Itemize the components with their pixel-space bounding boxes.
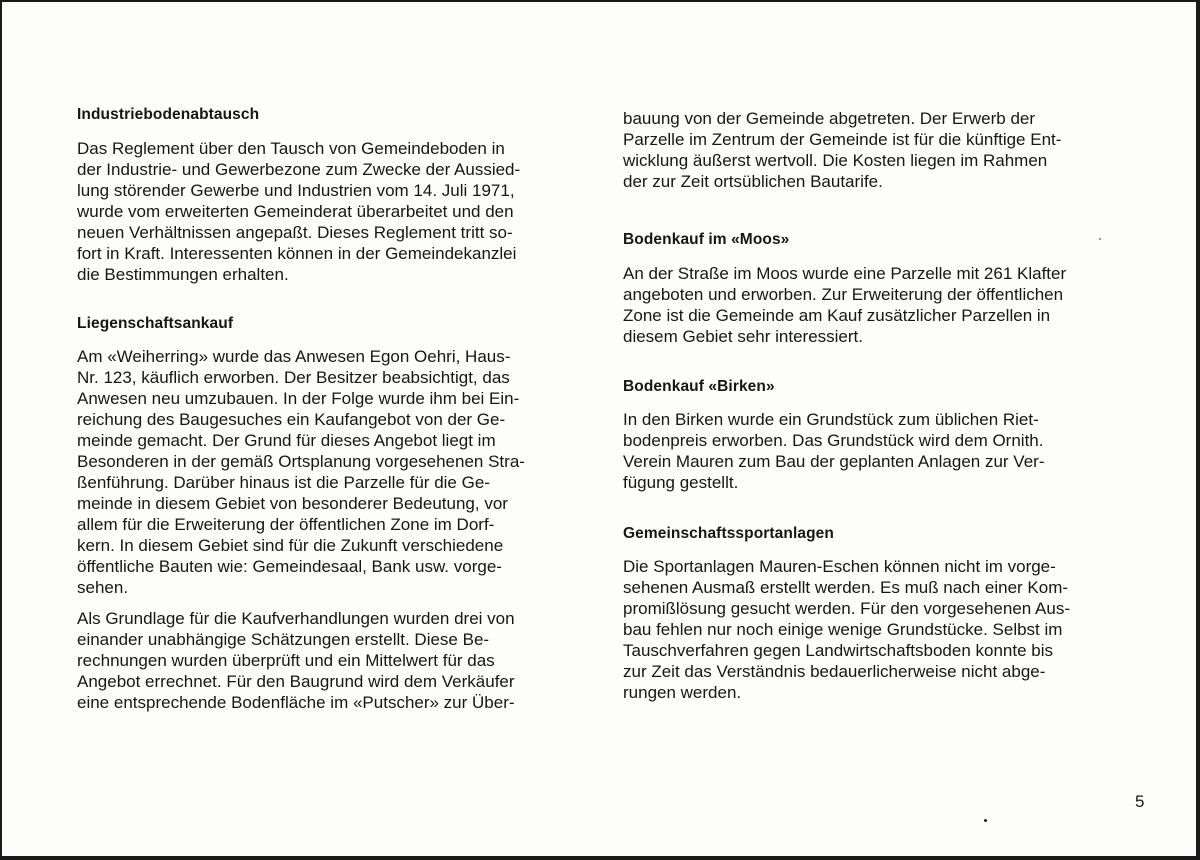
section-bodenkauf-moos: [623, 229, 1148, 347]
right-column: [623, 108, 1148, 703]
section-heading: Liegenschaftsankauf: [77, 315, 234, 332]
page-number: 5: [1135, 792, 1145, 811]
section-bodenkauf-birken: [623, 376, 1148, 493]
section-heading: Gemeinschaftssportanlagen: [623, 525, 834, 542]
section-liegenschaftsankauf: [77, 313, 602, 713]
paragraph: In den Birken wurde ein Grundstück zum üblichen Riet- bodenpreis erworben. Das Grundstück wird dem Ornith. Verein Mauren zum Bau der geplanten Anlagen zur Ver- fügung gestellt.: [623, 410, 1045, 492]
print-speck: [1099, 238, 1101, 240]
section-heading: Industriebodenabtausch: [77, 106, 260, 123]
paragraph: Die Sportanlagen Mauren-Eschen können nicht im vorge- sehenen Ausmaß erstellt werden. Es muß nach einer Kom- promißlösung gesucht werden. Für den vorgesehenen Aus- bau fehlen nur noch einige wenige Grundstücke. Selbst im Tauschverfahren gegen Landwirtschaftsboden konnte bis zur Zeit das Verständnis bedauerlicherweise nicht abge- rungen werden.: [623, 557, 1070, 702]
paragraph: Am «Weiherring» wurde das Anwesen Egon Oehri, Haus- Nr. 123, käuflich erworben. Der Besitzer beabsichtigt, das Anwesen neu umzubauen. In der Folge wurde ihm bei Ein- reichung des Baugesuches ein Kaufangebot von der Ge- meinde gemacht. Der Grund für dieses Angebot liegt im Besonderen in der gemäß Ortsplanung vorgesehenen Stra- ßenführung. Darüber hinaus ist die Parzelle für die Ge- meinde in diesem Gebiet von besonderer Bedeutung, vor allem für die Erweiterung der öffentlichen Zone im Dorf- kern. In diesem Gebiet sind für die Zukunft verschiedene öffentliche Bauten wie: Gemeindesaal, Bank usw. vorge- sehen.: [77, 347, 525, 597]
section-heading: Bodenkauf «Birken»: [623, 378, 775, 395]
paragraph: An der Straße im Moos wurde eine Parzelle mit 261 Klafter angeboten und erworben. Zur Erweiterung der öffentlichen Zone ist die Gemeinde am Kauf zusätzlicher Parzellen in diesem Gebiet sehr interessiert.: [623, 264, 1067, 346]
section-heading: Bodenkauf im «Moos»: [623, 231, 790, 248]
continued-paragraph: bauung von der Gemeinde abgetreten. Der Erwerb der Parzelle im Zentrum der Gemeinde ist für die künftige Ent- wicklung äußerst wertvoll. Die Kosten liegen im Rahmen der zur Zeit ortsüblichen Bautarife.: [623, 109, 1062, 191]
left-column: [77, 104, 602, 713]
paragraph: Als Grundlage für die Kaufverhandlungen wurden drei von einander unabhängige Schätzungen erstellt. Diese Be- rechnungen wurden überprüft und ein Mittelwert für das Angebot errechnet. Für den Baugrund wird dem Verkäufer eine entsprechende Bodenfläche im «Putscher» zur Über-: [77, 609, 515, 712]
section-industriebodenabtausch: [77, 104, 602, 285]
section-gemeinschaftssportanlagen: [623, 523, 1148, 703]
print-speck: [984, 819, 987, 822]
paragraph: Das Reglement über den Tausch von Gemeindeboden in der Industrie- und Gewerbezone zum Zwecke der Aussied- lung störender Gewerbe und Industrien vom 14. Juli 1971, wurde vom erweiterten Gemeinderat überarbeitet und den neuen Verhältnissen angepaßt. Dieses Reglement tritt so- fort in Kraft. Interessenten können in der Gemeindekanzlei die Bestimmungen erhalten.: [77, 139, 521, 284]
